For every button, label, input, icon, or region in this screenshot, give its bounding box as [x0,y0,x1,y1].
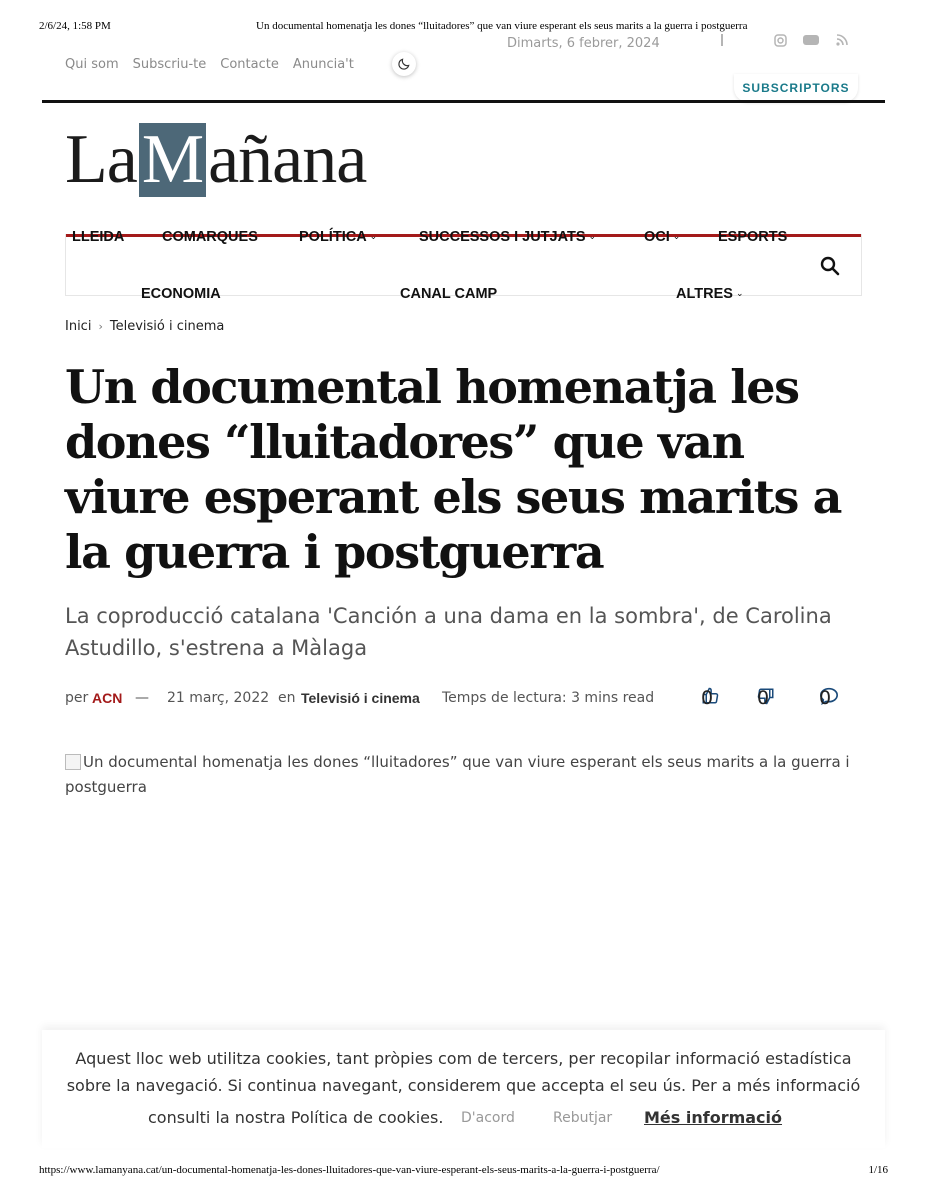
cookie-message-end: consulti la nostra Política de cookies. [148,1108,444,1127]
moon-icon [397,57,411,71]
cookie-message: Aquest lloc web utilitza cookies, tant pròpies com de tercers, per recopilar informació estadística sobre la navegació. Si continua navegant, considerem que accepta el seu ús. Per a més informació [66,1049,861,1095]
article-title: Un documental homenatja les dones “lluitadores” que van viure esperant els seus marits a la guerra i postguerra [65,360,842,579]
article-subtitle: La coproducció catalana 'Canción a una dama en la sombra', de Carolina Astudillo, s'estrena a Màlaga [65,604,832,660]
logo-text-anana: añana [208,121,367,198]
broken-image-icon [65,754,81,770]
dark-mode-toggle[interactable] [392,52,416,76]
chevron-down-icon: ⌄ [735,288,744,298]
dislike-count: 0 [757,687,770,709]
comments-button[interactable] [819,687,839,709]
meta-in: en [278,690,296,706]
nav-item-economia[interactable]: ECONOMIA [141,286,221,302]
breadcrumb [65,319,224,334]
print-footer [39,1164,888,1178]
nav-item-oci[interactable]: OCI ⌄ [644,229,681,245]
cookie-reject-button[interactable]: Rebutjar [553,1110,613,1126]
search-icon[interactable] [820,256,842,278]
youtube-icon[interactable] [803,34,819,48]
subscribers-button[interactable]: SUBSCRIPTORS [734,74,858,102]
article-date: 21 març, 2022 [167,690,270,706]
print-datetime: 2/6/24, 1:58 PM [39,20,111,32]
nav-item-canal-camp[interactable]: CANAL CAMP [400,286,498,302]
breadcrumb-home[interactable]: Inici [65,319,92,334]
facebook-icon[interactable] [718,34,726,48]
image-alt-text: Un documental homenatja les dones “lluitadores” que van viure esperant els seus marits a la guerra i postguerra [65,753,850,796]
breadcrumb-current[interactable]: Televisió i cinema [109,319,225,334]
top-link-contacte[interactable]: Contacte [220,57,279,72]
meta-by: per [65,690,89,706]
nav-item-lleida[interactable]: LLEIDA [72,229,125,245]
top-link-qui-som[interactable]: Qui som [65,57,119,72]
article-featured-image [65,750,865,800]
rss-icon[interactable] [836,34,848,48]
chevron-right-icon: › [98,320,103,333]
logo-text-m: M [139,123,206,197]
reading-time: Temps de lectura: 3 mins read [442,690,655,706]
cookie-more-info-link[interactable]: Més informació [644,1108,783,1127]
like-count: 0 [701,687,714,709]
header-divider [42,100,885,103]
logo-text-la: La [65,121,137,198]
print-page-number: 1/16 [868,1164,888,1176]
nav-item-comarques[interactable]: COMARQUES [162,229,258,245]
nav-item-successos[interactable]: SUCCESSOS I JUTJATS ⌄ [419,229,597,245]
category-link[interactable]: Televisió i cinema [301,690,420,706]
top-link-anuncia[interactable]: Anuncia't [292,57,354,72]
meta-dash: — [135,690,149,706]
top-links [65,57,354,72]
main-navigation [65,229,862,302]
nav-item-esports[interactable]: ESPORTS [718,229,788,245]
cookie-banner [42,1030,885,1148]
print-title: Un documental homenatja les dones “lluitadores” que van viure esperant els seus marits a la guerra i postguerra [256,20,748,32]
current-date: Dimarts, 6 febrer, 2024 [507,36,660,51]
site-logo[interactable] [65,122,366,198]
chevron-down-icon: ⌄ [369,231,378,241]
chevron-down-icon: ⌄ [672,231,681,241]
chevron-down-icon: ⌄ [588,231,597,241]
top-link-subscriu[interactable]: Subscriu-te [132,57,207,72]
nav-item-altres[interactable]: ALTRES ⌄ [676,286,744,302]
instagram-icon[interactable] [774,34,787,48]
cookie-actions [42,1108,885,1132]
like-button[interactable] [701,687,719,709]
cookie-accept-button[interactable]: D'acord [461,1110,515,1126]
author-link[interactable]: ACN [92,690,123,706]
comment-count: 0 [819,687,832,709]
dislike-button[interactable] [757,687,775,709]
nav-item-politica[interactable]: POLÍTICA ⌄ [299,229,378,245]
article-meta [65,687,862,712]
top-bar [42,30,885,102]
print-url: https://www.lamanyana.cat/un-documental-homenatja-les-dones-lluitadores-que-van-viure-esperant-els-seus-marits-a-la-guerra-i-postguerra/ [39,1164,660,1176]
